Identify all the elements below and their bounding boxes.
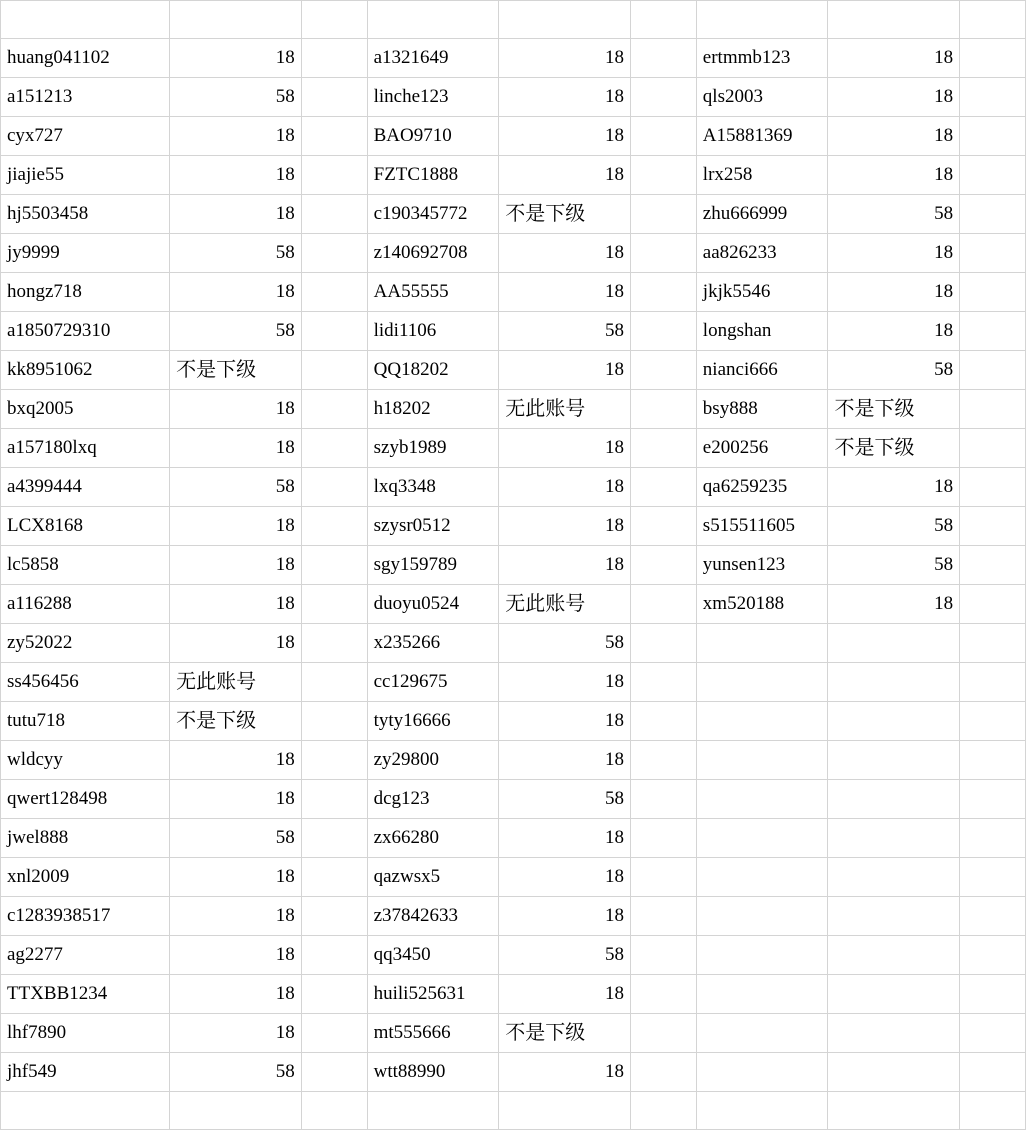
account-name-cell[interactable]: zhu666999 <box>696 195 828 234</box>
amount-cell[interactable]: 58 <box>170 1053 302 1092</box>
account-name-cell[interactable]: a1850729310 <box>1 312 170 351</box>
grid-spacer-cell <box>630 273 696 312</box>
amount-cell[interactable]: 18 <box>499 1053 631 1092</box>
account-name-cell[interactable]: aa826233 <box>696 234 828 273</box>
grid-spacer-cell <box>301 507 367 546</box>
account-name-cell[interactable]: z140692708 <box>367 234 499 273</box>
account-name-cell[interactable]: bsy888 <box>696 390 828 429</box>
account-name-cell[interactable]: dcg123 <box>367 780 499 819</box>
table-row[interactable] <box>1 624 1026 663</box>
account-name-cell[interactable]: duoyu0524 <box>367 585 499 624</box>
account-name-cell[interactable] <box>696 624 828 663</box>
grid-spacer-cell <box>960 312 1026 351</box>
grid-cell-partial <box>1 1092 170 1130</box>
amount-cell[interactable]: 58 <box>499 624 631 663</box>
grid-cell-partial <box>367 1092 499 1130</box>
grid-spacer-cell <box>630 312 696 351</box>
account-name-cell[interactable]: tyty16666 <box>367 702 499 741</box>
amount-cell[interactable]: 18 <box>499 468 631 507</box>
grid-spacer-cell <box>301 780 367 819</box>
amount-cell[interactable]: 18 <box>499 546 631 585</box>
grid-bottom-partial-row <box>1 1092 1026 1130</box>
amount-cell[interactable]: 58 <box>170 78 302 117</box>
account-name-cell[interactable]: qa6259235 <box>696 468 828 507</box>
account-name-cell[interactable]: s515511605 <box>696 507 828 546</box>
table-row[interactable] <box>1 273 1026 312</box>
grid-spacer-cell <box>960 273 1026 312</box>
table-row[interactable] <box>1 117 1026 156</box>
status-note-cell[interactable]: 不是下级 <box>828 429 960 468</box>
grid-spacer-cell <box>960 819 1026 858</box>
account-name-cell[interactable]: lc5858 <box>1 546 170 585</box>
account-name-cell[interactable]: xm520188 <box>696 585 828 624</box>
table-row[interactable] <box>1 546 1026 585</box>
grid-spacer-cell <box>301 546 367 585</box>
grid-spacer-cell <box>301 195 367 234</box>
grid-spacer-cell <box>301 1014 367 1053</box>
account-name-cell[interactable]: a151213 <box>1 78 170 117</box>
grid-spacer-cell <box>630 429 696 468</box>
amount-cell[interactable]: 18 <box>170 780 302 819</box>
account-name-cell[interactable]: bxq2005 <box>1 390 170 429</box>
account-name-cell[interactable] <box>696 741 828 780</box>
amount-cell[interactable]: 18 <box>499 429 631 468</box>
account-name-cell[interactable]: lrx258 <box>696 156 828 195</box>
account-name-cell[interactable]: FZTC1888 <box>367 156 499 195</box>
amount-cell[interactable]: 18 <box>828 78 960 117</box>
amount-cell[interactable] <box>828 624 960 663</box>
grid-spacer-cell <box>960 507 1026 546</box>
table-row[interactable] <box>1 78 1026 117</box>
account-name-cell[interactable]: yunsen123 <box>696 546 828 585</box>
amount-cell[interactable]: 18 <box>499 39 631 78</box>
table-row[interactable] <box>1 585 1026 624</box>
grid-spacer-cell <box>960 780 1026 819</box>
grid-spacer-cell <box>301 858 367 897</box>
table-row[interactable] <box>1 351 1026 390</box>
grid-spacer-cell <box>630 546 696 585</box>
account-name-cell[interactable]: wldcyy <box>1 741 170 780</box>
amount-cell[interactable]: 18 <box>828 312 960 351</box>
account-name-cell[interactable]: QQ18202 <box>367 351 499 390</box>
amount-cell[interactable]: 18 <box>170 39 302 78</box>
grid-spacer-cell <box>301 702 367 741</box>
account-name-cell[interactable]: qls2003 <box>696 78 828 117</box>
grid-cell-partial <box>170 1092 302 1130</box>
amount-cell[interactable]: 18 <box>828 468 960 507</box>
amount-cell[interactable]: 18 <box>170 741 302 780</box>
grid-spacer-cell <box>960 702 1026 741</box>
amount-cell[interactable] <box>828 1014 960 1053</box>
table-row[interactable] <box>1 936 1026 975</box>
grid-spacer-cell <box>960 585 1026 624</box>
amount-cell[interactable]: 18 <box>170 1014 302 1053</box>
grid-spacer-cell <box>301 624 367 663</box>
amount-cell[interactable]: 58 <box>499 312 631 351</box>
amount-cell[interactable]: 18 <box>170 156 302 195</box>
account-name-cell[interactable]: linche123 <box>367 78 499 117</box>
account-name-cell[interactable]: sgy159789 <box>367 546 499 585</box>
account-name-cell[interactable]: jiajie55 <box>1 156 170 195</box>
account-name-cell[interactable] <box>696 975 828 1014</box>
grid-spacer-cell <box>630 78 696 117</box>
grid-spacer-cell <box>960 1053 1026 1092</box>
grid-spacer-cell <box>960 390 1026 429</box>
account-name-cell[interactable] <box>696 936 828 975</box>
account-name-cell[interactable]: zy52022 <box>1 624 170 663</box>
amount-cell[interactable]: 18 <box>170 975 302 1014</box>
grid-spacer-cell <box>301 234 367 273</box>
amount-cell[interactable] <box>828 975 960 1014</box>
account-name-cell[interactable]: jy9999 <box>1 234 170 273</box>
amount-cell[interactable]: 18 <box>499 507 631 546</box>
grid-spacer-cell <box>630 1053 696 1092</box>
grid-spacer-cell <box>960 351 1026 390</box>
grid-spacer-cell <box>960 468 1026 507</box>
account-name-cell[interactable]: LCX8168 <box>1 507 170 546</box>
account-name-cell[interactable]: c190345772 <box>367 195 499 234</box>
amount-cell[interactable]: 18 <box>170 273 302 312</box>
grid-spacer-cell <box>960 39 1026 78</box>
amount-cell[interactable]: 58 <box>170 312 302 351</box>
table-row[interactable] <box>1 819 1026 858</box>
grid-cell-partial <box>499 1092 631 1130</box>
grid-spacer-cell <box>960 858 1026 897</box>
table-row[interactable] <box>1 1053 1026 1092</box>
grid-spacer-cell <box>630 780 696 819</box>
grid-spacer-cell <box>960 156 1026 195</box>
amount-cell[interactable]: 18 <box>170 858 302 897</box>
account-name-cell[interactable] <box>696 702 828 741</box>
amount-cell[interactable]: 18 <box>170 936 302 975</box>
account-name-cell[interactable]: nianci666 <box>696 351 828 390</box>
account-name-cell[interactable]: qq3450 <box>367 936 499 975</box>
table-row[interactable] <box>1 702 1026 741</box>
status-note-cell[interactable]: 无此账号 <box>499 390 631 429</box>
amount-cell[interactable] <box>828 702 960 741</box>
grid-spacer-cell <box>301 390 367 429</box>
grid-spacer-cell <box>960 1092 1026 1130</box>
account-name-cell[interactable]: cyx727 <box>1 117 170 156</box>
grid-top-partial-row <box>1 1 1026 39</box>
table-row[interactable] <box>1 234 1026 273</box>
account-name-cell[interactable]: cc129675 <box>367 663 499 702</box>
table-row[interactable] <box>1 741 1026 780</box>
amount-cell[interactable]: 18 <box>170 195 302 234</box>
grid-spacer-cell <box>301 39 367 78</box>
account-name-cell[interactable]: tutu718 <box>1 702 170 741</box>
grid-spacer-cell <box>960 1 1026 39</box>
account-name-cell[interactable]: szysr0512 <box>367 507 499 546</box>
account-name-cell[interactable]: TTXBB1234 <box>1 975 170 1014</box>
amount-cell[interactable] <box>828 663 960 702</box>
status-note-cell[interactable]: 无此账号 <box>499 585 631 624</box>
amount-cell[interactable]: 18 <box>170 897 302 936</box>
grid-spacer-cell <box>960 1014 1026 1053</box>
amount-cell[interactable]: 18 <box>499 351 631 390</box>
grid-spacer-cell <box>301 1 367 39</box>
grid-cell-partial <box>499 1 631 39</box>
account-name-cell[interactable]: a4399444 <box>1 468 170 507</box>
amount-cell[interactable]: 18 <box>499 819 631 858</box>
grid-spacer-cell <box>301 117 367 156</box>
amount-cell[interactable]: 18 <box>499 234 631 273</box>
amount-cell[interactable] <box>828 897 960 936</box>
amount-cell[interactable] <box>828 819 960 858</box>
account-name-cell[interactable]: jwel888 <box>1 819 170 858</box>
grid-spacer-cell <box>960 936 1026 975</box>
amount-cell[interactable]: 18 <box>499 975 631 1014</box>
amount-cell[interactable]: 18 <box>499 78 631 117</box>
grid-spacer-cell <box>630 702 696 741</box>
table-row[interactable] <box>1 780 1026 819</box>
amount-cell[interactable]: 18 <box>499 156 631 195</box>
amount-cell[interactable] <box>828 780 960 819</box>
amount-cell[interactable]: 18 <box>499 858 631 897</box>
status-note-cell[interactable]: 不是下级 <box>499 1014 631 1053</box>
table-row[interactable] <box>1 429 1026 468</box>
account-name-cell[interactable]: ertmmb123 <box>696 39 828 78</box>
grid-spacer-cell <box>301 156 367 195</box>
account-name-cell[interactable]: zy29800 <box>367 741 499 780</box>
grid-spacer-cell <box>630 585 696 624</box>
account-name-cell[interactable]: x235266 <box>367 624 499 663</box>
account-name-cell[interactable]: h18202 <box>367 390 499 429</box>
amount-cell[interactable] <box>828 858 960 897</box>
grid-spacer-cell <box>301 897 367 936</box>
status-note-cell[interactable]: 不是下级 <box>170 351 302 390</box>
grid-spacer-cell <box>301 585 367 624</box>
amount-cell[interactable]: 18 <box>170 585 302 624</box>
grid-spacer-cell <box>301 78 367 117</box>
account-name-cell[interactable] <box>696 780 828 819</box>
amount-cell[interactable]: 58 <box>499 780 631 819</box>
grid-spacer-cell <box>630 936 696 975</box>
amount-cell[interactable]: 18 <box>170 624 302 663</box>
account-name-cell[interactable]: ag2277 <box>1 936 170 975</box>
account-name-cell[interactable]: a116288 <box>1 585 170 624</box>
account-name-cell[interactable] <box>696 858 828 897</box>
amount-cell[interactable]: 58 <box>828 546 960 585</box>
grid-spacer-cell <box>630 858 696 897</box>
account-name-cell[interactable]: huang041102 <box>1 39 170 78</box>
account-name-cell[interactable]: a157180lxq <box>1 429 170 468</box>
grid-spacer-cell <box>301 429 367 468</box>
account-name-cell[interactable]: huili525631 <box>367 975 499 1014</box>
grid-cell-partial <box>828 1092 960 1130</box>
grid-spacer-cell <box>630 1 696 39</box>
grid-spacer-cell <box>630 663 696 702</box>
amount-cell[interactable]: 18 <box>828 156 960 195</box>
grid-spacer-cell <box>630 897 696 936</box>
grid-spacer-cell <box>301 273 367 312</box>
amount-cell[interactable]: 18 <box>170 429 302 468</box>
grid-spacer-cell <box>630 1014 696 1053</box>
amount-cell[interactable] <box>828 741 960 780</box>
grid-spacer-cell <box>301 819 367 858</box>
amount-cell[interactable]: 18 <box>170 390 302 429</box>
grid-spacer-cell <box>630 624 696 663</box>
grid-cell-partial <box>828 1 960 39</box>
table-row[interactable] <box>1 39 1026 78</box>
table-row[interactable] <box>1 312 1026 351</box>
table-row[interactable] <box>1 897 1026 936</box>
amount-cell[interactable]: 18 <box>499 663 631 702</box>
account-name-cell[interactable]: zx66280 <box>367 819 499 858</box>
account-name-cell[interactable]: ss456456 <box>1 663 170 702</box>
account-name-cell[interactable]: mt555666 <box>367 1014 499 1053</box>
grid-spacer-cell <box>630 156 696 195</box>
account-name-cell[interactable]: qwert128498 <box>1 780 170 819</box>
grid-spacer-cell <box>630 351 696 390</box>
account-name-cell[interactable]: c1283938517 <box>1 897 170 936</box>
amount-cell[interactable]: 18 <box>828 273 960 312</box>
amount-cell[interactable]: 18 <box>170 117 302 156</box>
amount-cell[interactable]: 58 <box>499 936 631 975</box>
amount-cell[interactable] <box>828 936 960 975</box>
amount-cell[interactable]: 18 <box>499 117 631 156</box>
grid-spacer-cell <box>960 234 1026 273</box>
account-name-cell[interactable]: jhf549 <box>1 1053 170 1092</box>
account-name-cell[interactable]: AA55555 <box>367 273 499 312</box>
grid-spacer-cell <box>301 936 367 975</box>
grid-spacer-cell <box>630 741 696 780</box>
account-name-cell[interactable] <box>696 897 828 936</box>
amount-cell[interactable]: 18 <box>828 117 960 156</box>
grid-cell-partial <box>1 1 170 39</box>
grid-spacer-cell <box>630 195 696 234</box>
account-name-cell[interactable]: z37842633 <box>367 897 499 936</box>
account-name-cell[interactable]: szyb1989 <box>367 429 499 468</box>
grid-cell-partial <box>170 1 302 39</box>
grid-spacer-cell <box>960 546 1026 585</box>
grid-spacer-cell <box>301 1053 367 1092</box>
table-row[interactable] <box>1 858 1026 897</box>
status-note-cell[interactable]: 不是下级 <box>499 195 631 234</box>
amount-cell[interactable]: 18 <box>828 585 960 624</box>
amount-cell[interactable]: 18 <box>170 507 302 546</box>
table-row[interactable] <box>1 507 1026 546</box>
account-name-cell[interactable]: jkjk5546 <box>696 273 828 312</box>
account-name-cell[interactable]: hj5503458 <box>1 195 170 234</box>
account-name-cell[interactable] <box>696 663 828 702</box>
account-name-cell[interactable]: lidi1106 <box>367 312 499 351</box>
account-name-cell[interactable]: A15881369 <box>696 117 828 156</box>
account-name-cell[interactable]: wtt88990 <box>367 1053 499 1092</box>
grid-spacer-cell <box>301 351 367 390</box>
grid-spacer-cell <box>301 312 367 351</box>
grid-spacer-cell <box>301 468 367 507</box>
amount-cell[interactable] <box>828 1053 960 1092</box>
amount-cell[interactable]: 58 <box>828 195 960 234</box>
grid-cell-partial <box>696 1092 828 1130</box>
grid-spacer-cell <box>301 741 367 780</box>
account-name-cell[interactable]: xnl2009 <box>1 858 170 897</box>
amount-cell[interactable]: 58 <box>170 819 302 858</box>
account-name-cell[interactable] <box>696 1014 828 1053</box>
table-row[interactable] <box>1 468 1026 507</box>
amount-cell[interactable]: 18 <box>499 897 631 936</box>
grid-cell-partial <box>367 1 499 39</box>
grid-spacer-cell <box>960 624 1026 663</box>
amount-cell[interactable]: 18 <box>499 702 631 741</box>
grid-spacer-cell <box>960 975 1026 1014</box>
status-note-cell[interactable]: 不是下级 <box>828 390 960 429</box>
grid-spacer-cell <box>630 468 696 507</box>
grid-spacer-cell <box>630 234 696 273</box>
amount-cell[interactable]: 58 <box>170 234 302 273</box>
account-name-cell[interactable]: e200256 <box>696 429 828 468</box>
grid-spacer-cell <box>960 741 1026 780</box>
account-name-cell[interactable]: BAO9710 <box>367 117 499 156</box>
account-name-cell[interactable] <box>696 1053 828 1092</box>
grid-spacer-cell <box>301 975 367 1014</box>
grid-spacer-cell <box>960 117 1026 156</box>
account-name-cell[interactable]: a1321649 <box>367 39 499 78</box>
grid-spacer-cell <box>630 507 696 546</box>
amount-cell[interactable]: 58 <box>828 507 960 546</box>
table-row[interactable] <box>1 156 1026 195</box>
grid-spacer-cell <box>960 897 1026 936</box>
grid-spacer-cell <box>960 663 1026 702</box>
account-name-cell[interactable]: longshan <box>696 312 828 351</box>
account-name-cell[interactable]: kk8951062 <box>1 351 170 390</box>
grid-spacer-cell <box>630 1092 696 1130</box>
amount-cell[interactable]: 18 <box>499 273 631 312</box>
grid-spacer-cell <box>960 78 1026 117</box>
account-name-cell[interactable]: hongz718 <box>1 273 170 312</box>
grid-spacer-cell <box>960 429 1026 468</box>
grid-cell-partial <box>696 1 828 39</box>
grid-spacer-cell <box>301 663 367 702</box>
table-row[interactable] <box>1 1014 1026 1053</box>
status-note-cell[interactable]: 不是下级 <box>170 702 302 741</box>
account-name-cell[interactable]: qazwsx5 <box>367 858 499 897</box>
grid-spacer-cell <box>630 39 696 78</box>
amount-cell[interactable]: 18 <box>828 39 960 78</box>
amount-cell[interactable]: 58 <box>828 351 960 390</box>
table-row[interactable] <box>1 663 1026 702</box>
grid-spacer-cell <box>301 1092 367 1130</box>
table-row[interactable] <box>1 195 1026 234</box>
account-name-cell[interactable] <box>696 819 828 858</box>
table-row[interactable] <box>1 975 1026 1014</box>
status-note-cell[interactable]: 无此账号 <box>170 663 302 702</box>
amount-cell[interactable]: 18 <box>170 546 302 585</box>
account-name-cell[interactable]: lxq3348 <box>367 468 499 507</box>
grid-spacer-cell <box>630 390 696 429</box>
grid-spacer-cell <box>630 819 696 858</box>
amount-cell[interactable]: 58 <box>170 468 302 507</box>
grid-spacer-cell <box>630 117 696 156</box>
account-name-cell[interactable]: lhf7890 <box>1 1014 170 1053</box>
table-row[interactable] <box>1 390 1026 429</box>
amount-cell[interactable]: 18 <box>828 234 960 273</box>
grid-spacer-cell <box>960 195 1026 234</box>
amount-cell[interactable]: 18 <box>499 741 631 780</box>
grid-spacer-cell <box>630 975 696 1014</box>
